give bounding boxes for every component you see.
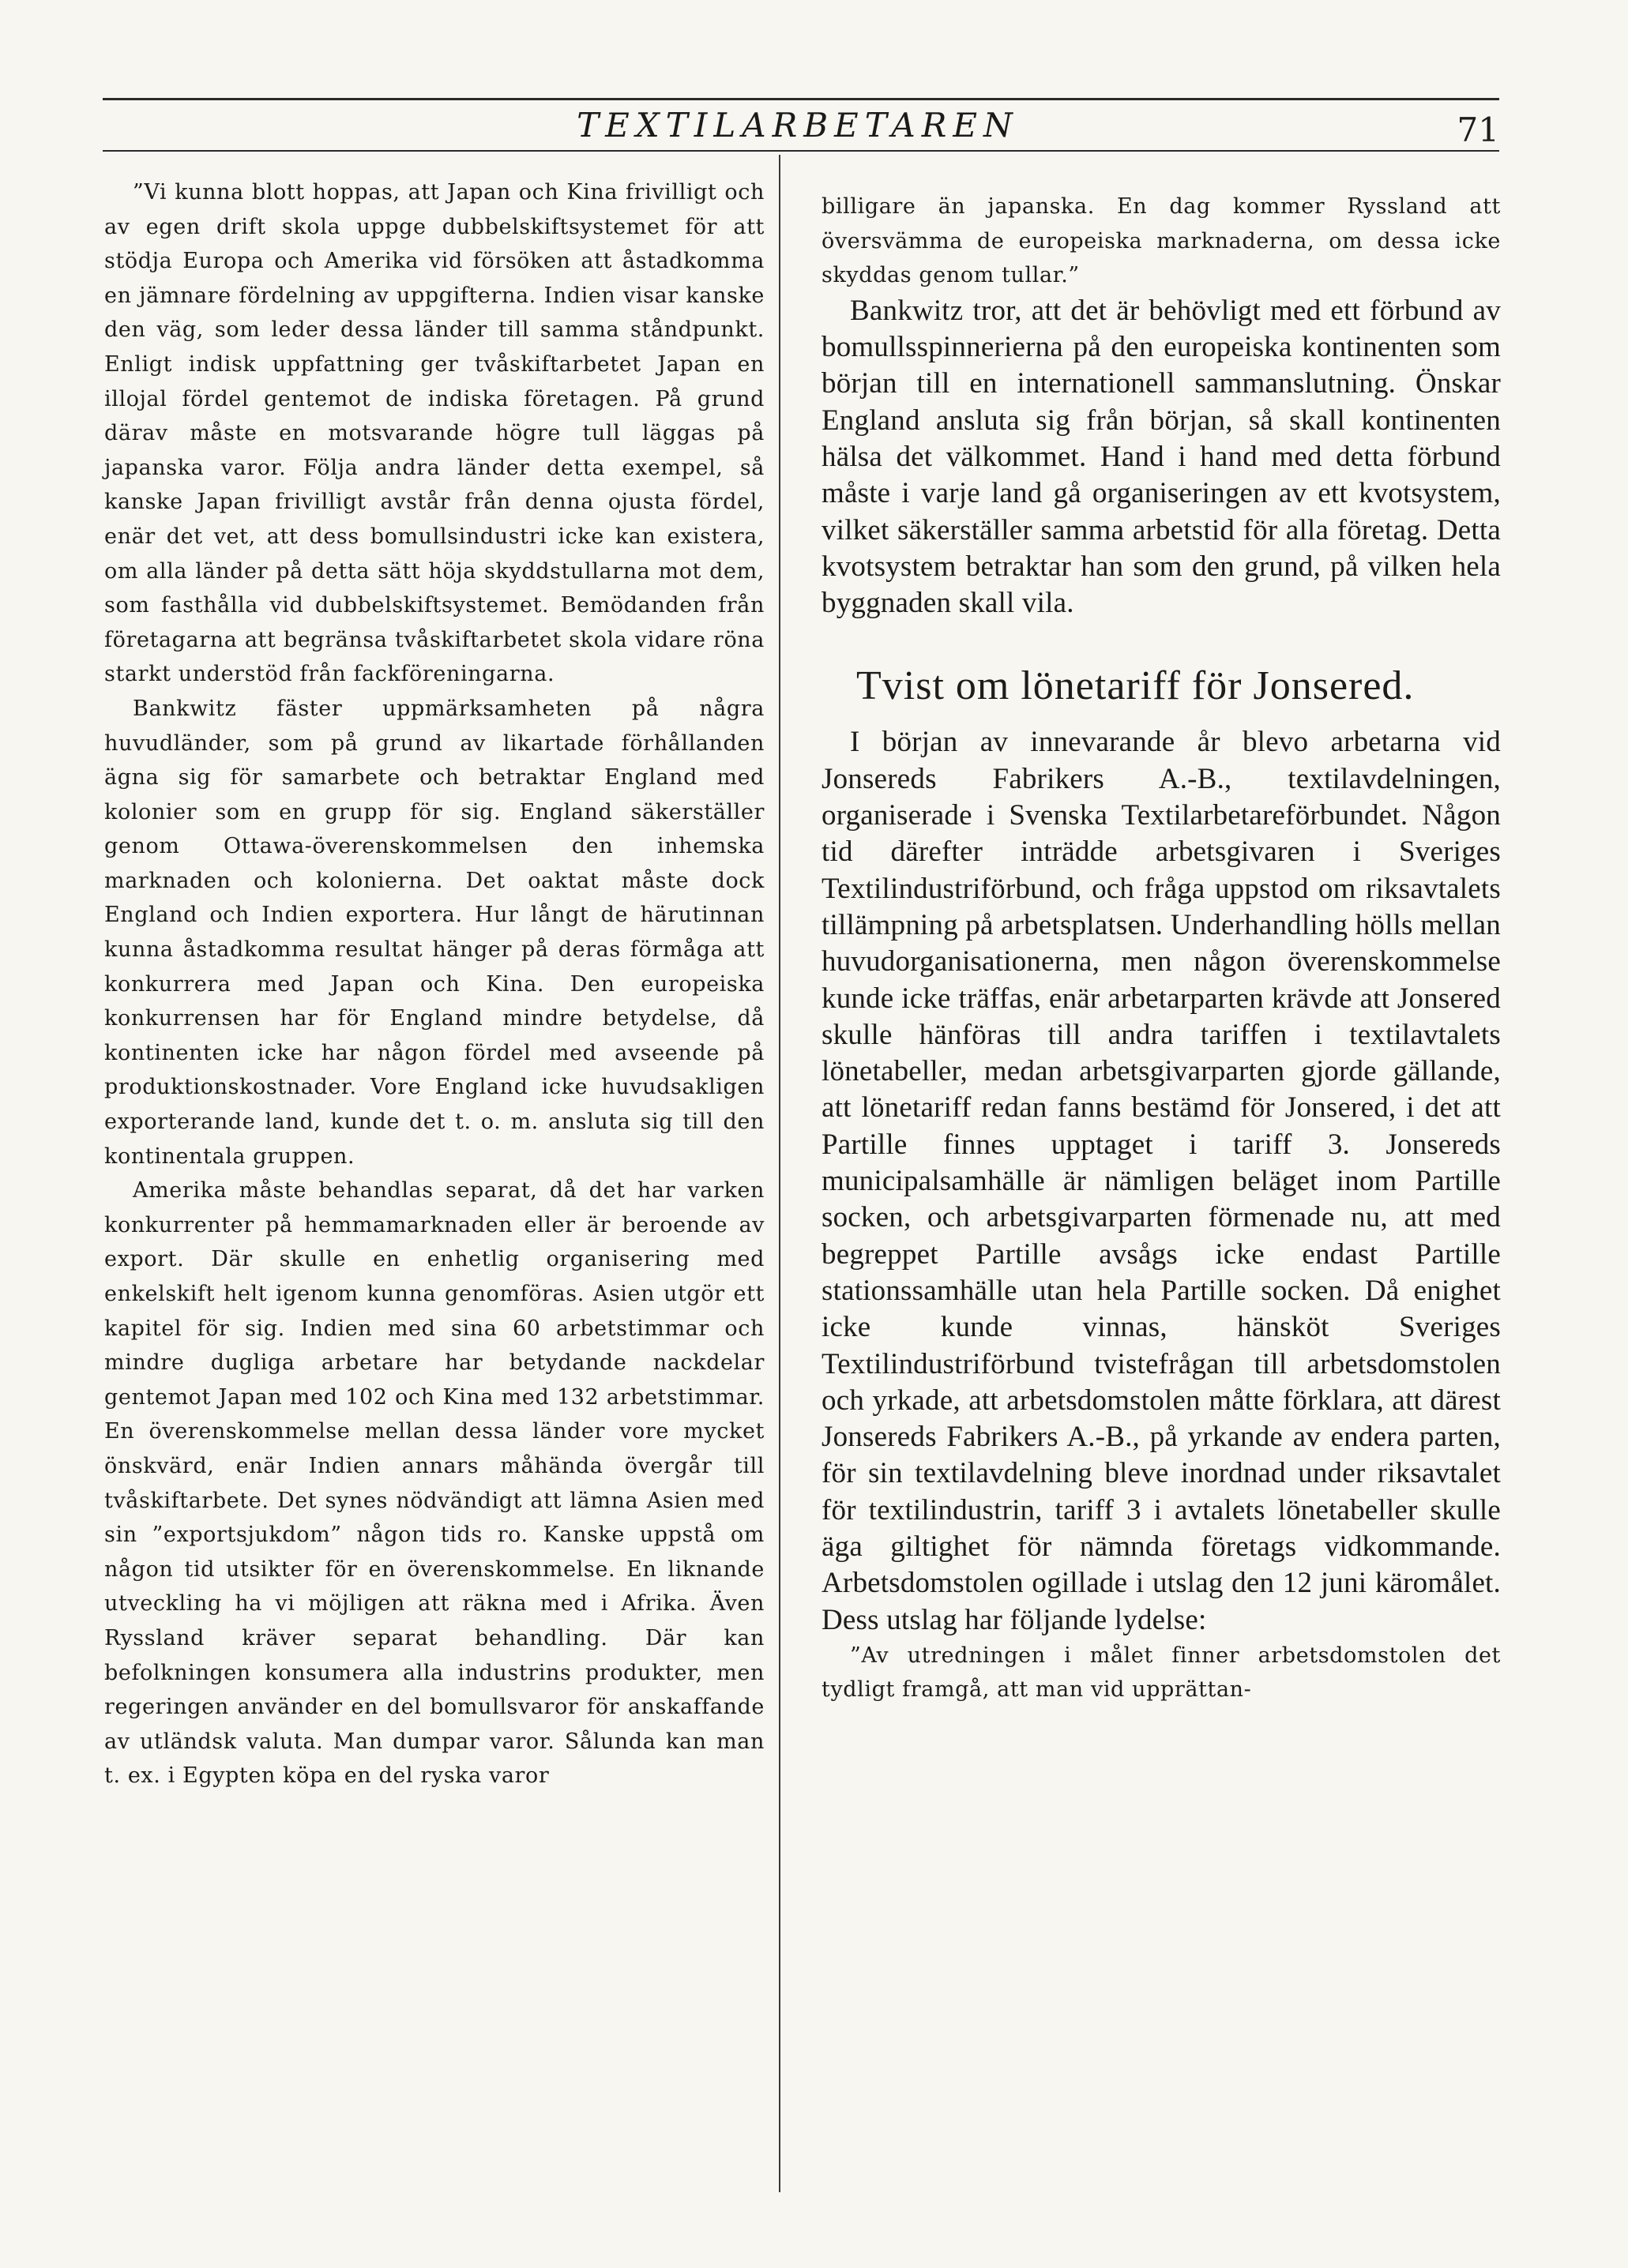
- article-paragraph: I början av innevarande år blevo arbetarna vid Jonsereds Fabrikers A.-B., textilavdelningen, organiserade i Svenska Textilarbetareförbundet. Någon tid därefter inträdde arbetsgivaren i Sveriges Textilindustriförbund, och fråga uppstod om riksavtalets tillämpning på arbetsplatsen. Underhandling hölls mellan huvudorganisationerna, men någon överenskommelse kunde icke träffas, enär arbetarparten krävde att Jonsered skulle hänföras till andra tariffen i textilavtalets lönetabeller, medan arbetsgivarparten gjorde gällande, att lönetariff redan fanns bestämd för Jonsered, i det att Partille finnes upptaget i tariff 3. Jonsereds municipalsamhälle är nämligen beläget inom Partille socken, och arbetsgivarparten förmenade nu, att med begreppet Partille avsågs icke endast Partille stationssamhälle utan hela Partille socken. Då enighet icke kunde vinnas, hänsköt Sveriges Textilindustriförbund tvistefrågan till arbetsdomstolen och yrkade, att arbetsdomstolen måtte förklara, att därest Jonsereds Fabrikers A.-B., på yrkande av endera parten, för sin textilavdelning bleve inordnad under riksavtalet för textilindustrin, tariff 3 i avtalets lönetabeller skulle äga giltighet för nämnda företags vidkommande. Arbetsdomstolen ogillade i utslag den 12 juni käromålet. Dess utslag har följande lydelse:: [822, 726, 1501, 1636]
- left-column: [104, 175, 765, 1793]
- page-number: 71: [1457, 111, 1499, 149]
- left-paragraph-3: Amerika måste behandlas separat, då det har varken konkurrenter på hemmamarknaden eller är beroende av export. Där skulle en enhetlig organisering med enkelskift helt igenom kunna genomföras. Asien utgör ett kapitel för sig. Indien med sina 60 arbetstimmar och mindre dugliga arbetare har betydande nackdelar gentemot Japan med 102 och Kina med 132 arbetstimmar. En överenskommelse mellan dessa länder vore mycket önskvärd, enär Indien annars måhända övergår till tvåskiftarbete. Det synes nödvändigt att lämna Asien med sin ”exportsjukdom” någon tids ro. Kanske uppstå om någon tid utsikter för en överenskommelse. En liknande utveckling ha vi möjligen att räkna med i Afrika. Även Ryssland kräver separat behandling. Där kan befolkningen konsumera alla industrins produkter, men regeringen använder en del bomullsvaror för anskaffande av utländsk valuta. Man dumpar varor. Sålunda kan man t. ex. i Egypten köpa en del ryska varor: [104, 1178, 765, 1789]
- article-heading: Tvist om lönetariff för Jonsered.: [856, 663, 1415, 709]
- spacer: [822, 712, 1501, 724]
- right-column: [822, 190, 1501, 1707]
- header-rule-bottom: [103, 150, 1499, 152]
- quote-continuation: billigare än japanska. En dag kommer Ryssland att översvämma de europeiska marknaderna, om dessa icke skyddas genom tullar.”: [822, 194, 1501, 288]
- verdict-quote: ”Av utredningen i målet finner arbetsdomstolen det tydligt framgå, att man vid upprättan-: [822, 1643, 1501, 1703]
- header-rule-top: [103, 98, 1499, 100]
- column-divider: [779, 155, 780, 2192]
- bankwitz-paragraph: Bankwitz tror, att det är behövligt med ett förbund av bomullsspinnerierna på den europeiska kontinenten som början till en internationell sammanslutning. Önskar England ansluta sig från början, så skall kontinenten hälsa det välkommet. Hand i hand med detta förbund måste i varje land gå organiseringen av ett kvotsystem, vilket säkerställer samma arbetstid för alla företag. Detta kvotsystem betraktar han som den grund, på vilken hela byggnaden skall vila.: [822, 294, 1501, 620]
- left-paragraph-1: ”Vi kunna blott hoppas, att Japan och Kina frivilligt och av egen drift skola uppge dubbelskiftsystemet för att stödja Europa och Amerika vid försöken att åstadkomma en jämnare fördelning av uppgifterna. Indien visar kanske den väg, som leder dessa länder till samma ståndpunkt. Enligt indisk uppfattning ger tvåskiftarbetet Japan en illojal fördel gentemot de indiska företagen. På grund därav måste en motsvarande högre tull läggas på japanska varor. Följa andra länder detta exempel, så kanske Japan frivilligt avstår från denna ojusta fördel, enär det vet, att dess bomullsindustri icke kan existera, om alla länder på detta sätt höja skyddstullarna mot dem, som fasthålla vid dubbelskiftsystemet. Bemödanden från företagarna att begränsa tvåskiftarbetet skola vidare röna starkt understöd från fackföreningarna.: [104, 180, 765, 687]
- spacer: [822, 621, 1501, 661]
- journal-title: TEXTILARBETAREN: [577, 106, 1019, 145]
- left-paragraph-2: Bankwitz fäster uppmärksamheten på några huvudländer, som på grund av likartade förhållanden ägna sig för samarbete och betraktar England med kolonier som en grupp för sig. England säkerställer genom Ottawa-överenskommelsen den inhemska marknaden och kolonierna. Det oaktat måste dock England och Indien exportera. Hur långt de härutinnan kunna åstadkomma resultat hänger på deras förmåga att konkurrera med Japan och Kina. Den europeiska konkurrensen har för England mindre betydelse, då kontinenten icke har någon fördel med avseende på produktionskostnader. Vore England icke huvudsakligen exporterande land, kunde det t. o. m. ansluta sig till den kontinentala gruppen.: [104, 696, 765, 1169]
